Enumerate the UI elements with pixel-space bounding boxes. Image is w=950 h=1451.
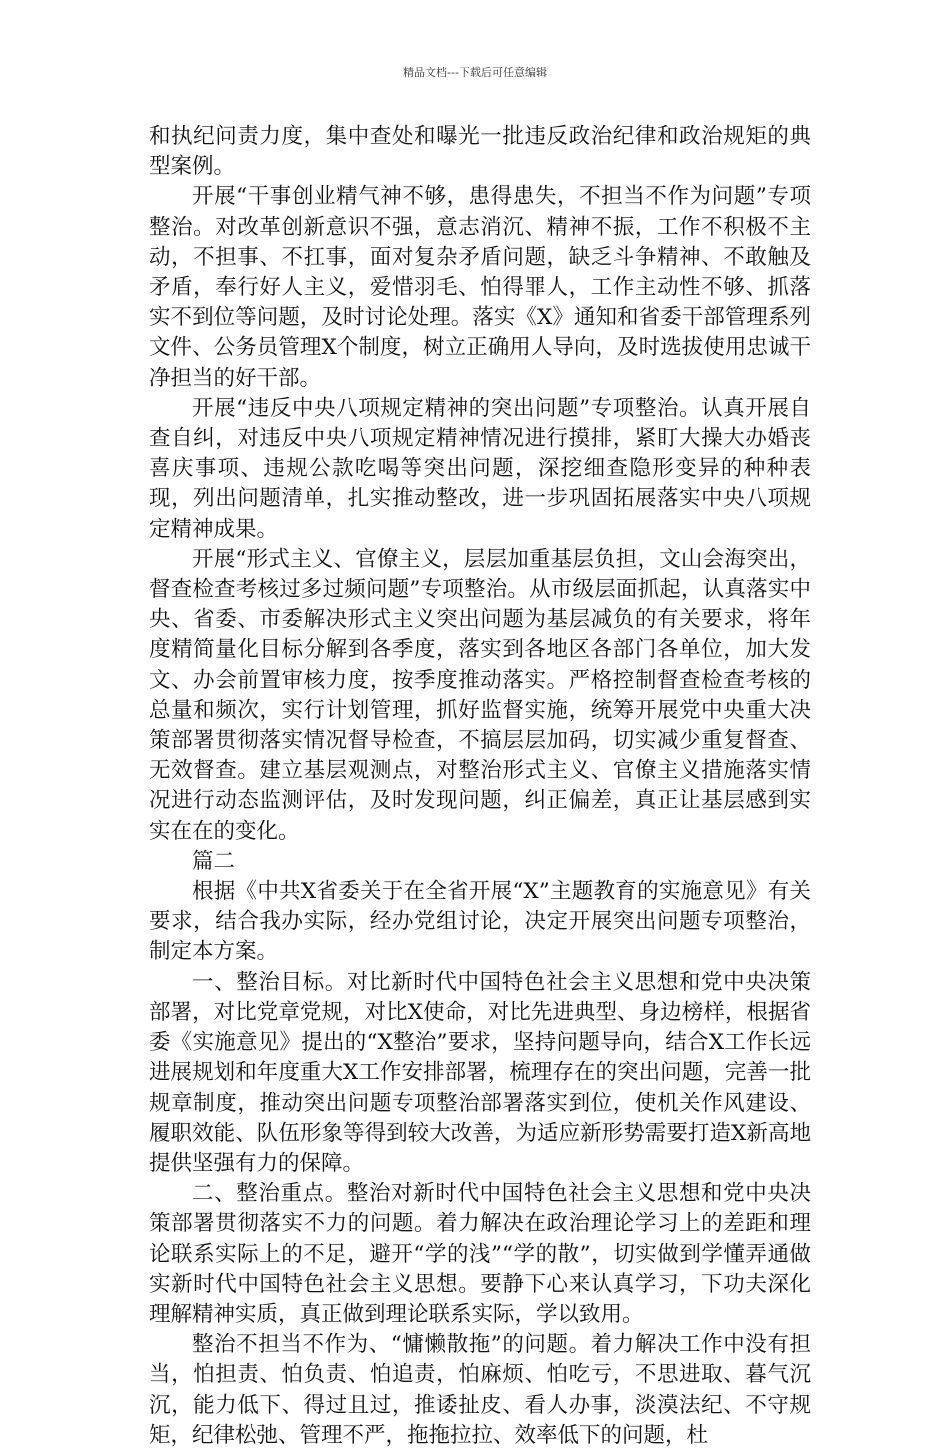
section-heading: 篇二 bbox=[192, 848, 236, 874]
page-header: 精品文档---下载后可任意编辑 bbox=[403, 66, 547, 79]
paragraph-continuation: 和执纪问责力度，集中查处和曝光一批违反政治纪律和政治规矩的典型案例。 bbox=[149, 124, 811, 180]
document-body bbox=[149, 122, 811, 1451]
paragraph: 根据《中共X省委关于在全省开展“X”主题教育的实施意见》有关要求，结合我办实际，经办党组讨论，决定开展突出问题专项整治，制定本方案。 bbox=[149, 879, 811, 965]
paragraph: 开展“干事创业精气神不够，患得患失，不担当不作为问题”专项整治。对改革创新意识不强，意志消沉、精神不振，工作不积极不主动，不担事、不扛事，面对复杂矛盾问题，缺乏斗争精神、不敢触及矛盾，奉行好人主义，爱惜羽毛、怕得罪人，工作主动性不够、抓落实不到位等问题，及时讨论处理。落实《X》通知和省委干部管理系列文件、公务员管理X个制度，树立正确用人导向，及时选拔使用忠诚干净担当的好干部。 bbox=[149, 184, 811, 391]
paragraph: 二、整治重点。整治对新时代中国特色社会主义思想和党中央决策部署贯彻落实不力的问题。着力解决在政治理论学习上的差距和理论联系实际上的不足，避开“学的浅”“学的散”，切实做到学懂弄通做实新时代中国特色社会主义思想。要静下心来认真学习，下功夫深化理解精神实质，真正做到理论联系实际，学以致用。 bbox=[149, 1181, 811, 1327]
paragraph: 整治不担当不作为、“慵懒散拖”的问题。着力解决工作中没有担当，怕担责、怕负责、怕追责，怕麻烦、怕吃亏，不思进取、暮气沉沉，能力低下、得过且过，推诿扯皮、看人办事，淡漠法纪、不守规矩，纪律松弛、管理不严，拖拖拉拉、效率低下的问题，杜 bbox=[149, 1332, 811, 1448]
paragraph: 开展“形式主义、官僚主义，层层加重基层负担，文山会海突出，督查检查考核过多过频问题”专项整治。从市级层面抓起，认真落实中央、省委、市委解决形式主义突出问题为基层减负的有关要求，将年度精简量化目标分解到各季度，落实到各地区各部门各单位，加大发文、办会前置审核力度，按季度推动落实。严格控制督查检查考核的总量和频次，实行计划管理，抓好监督实施，统筹开展党中央重大决策部署贯彻落实情况督导检查，不搞层层加码，切实减少重复督查、无效督查。建立基层观测点，对整治形式主义、官僚主义措施落实情况进行动态监测评估，及时发现问题，纠正偏差，真正让基层感到实实在在的变化。 bbox=[149, 546, 811, 844]
paragraph: 开展“违反中央八项规定精神的突出问题”专项整治。认真开展自查自纠，对违反中央八项规定精神情况进行摸排，紧盯大操大办婚丧喜庆事项、违规公款吃喝等突出问题，深挖细查隐形变异的种种表现，列出问题清单，扎实推动整改，进一步巩固拓展落实中央八项规定精神成果。 bbox=[149, 395, 811, 542]
paragraph: 一、整治目标。对比新时代中国特色社会主义思想和党中央决策部署，对比党章党规，对比X使命，对比先进典型、身边榜样，根据省委《实施意见》提出的“X整治”要求，坚持问题导向，结合X工作长远进展规划和年度重大X工作安排部署，梳理存在的突出问题，完善一批规章制度，推动突出问题专项整治部署落实到位，使机关作风建设、履职效能、队伍形象等得到较大改善，为适应新形势需要打造X新高地提供坚强有力的保障。 bbox=[149, 969, 811, 1176]
